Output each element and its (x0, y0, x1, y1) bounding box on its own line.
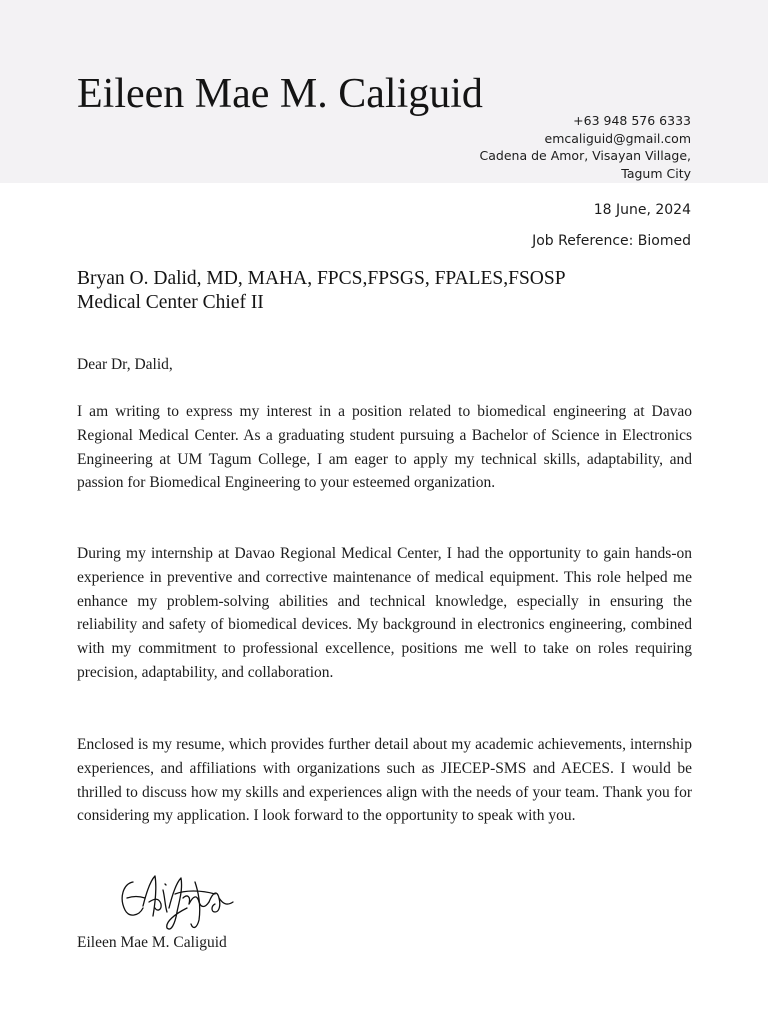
paragraph-internship: During my internship at Davao Regional Medical Center, I had the opportunity to gain hands-on experience in preventive and corrective maintenance of medical equipment. This role helped me enhance my problem-solving abilities and technical knowledge, especially in ensuring the reliability and safety of biomedical devices. My background in electronics engineering, combined with my commitment to professional excellence, positions me well to take on roles requiring precision, adaptability, and collaboration. (77, 545, 692, 681)
recipient-name: Bryan O. Dalid, MD, MAHA, FPCS,FPSGS, FPALES,FSOSP (77, 268, 566, 289)
recipient-block (77, 267, 566, 315)
letter-date: 18 June, 2024 (593, 202, 691, 218)
recipient-title: Medical Center Chief II (77, 292, 264, 313)
contact-address-line2: Tagum City (621, 165, 691, 181)
contact-email: emcaliguid@gmail.com (544, 130, 691, 146)
contact-block (391, 112, 691, 182)
applicant-name: Eileen Mae M. Caliguid (77, 71, 483, 117)
job-reference: Job Reference: Biomed (532, 233, 691, 249)
paragraph-closing: Enclosed is my resume, which provides further detail about my academic achievements, internship experiences, and affiliations with organizations such as JIECEP-SMS and AECES. I would be thrilled to discuss how my skills and experiences align with the needs of your team. Thank you for considering my application. I look forward to the opportunity to speak with you. (77, 736, 692, 825)
contact-address-line1: Cadena de Amor, Visayan Village, (479, 148, 691, 163)
handwritten-signature-icon (115, 868, 240, 938)
paragraph-intro: I am writing to express my interest in a position related to biomedical engineering at Davao Regional Medical Center. As a graduating student pursuing a Bachelor of Science in Electronics Engineering at UM Tagum College, I am eager to apply my technical skills, adaptability, and passion for Biomedical Engineering to your esteemed organization. (77, 403, 692, 492)
signer-name: Eileen Mae M. Caliguid (77, 934, 227, 951)
salutation: Dear Dr, Dalid, (77, 356, 173, 373)
contact-phone: +63 948 576 6333 (573, 113, 691, 128)
